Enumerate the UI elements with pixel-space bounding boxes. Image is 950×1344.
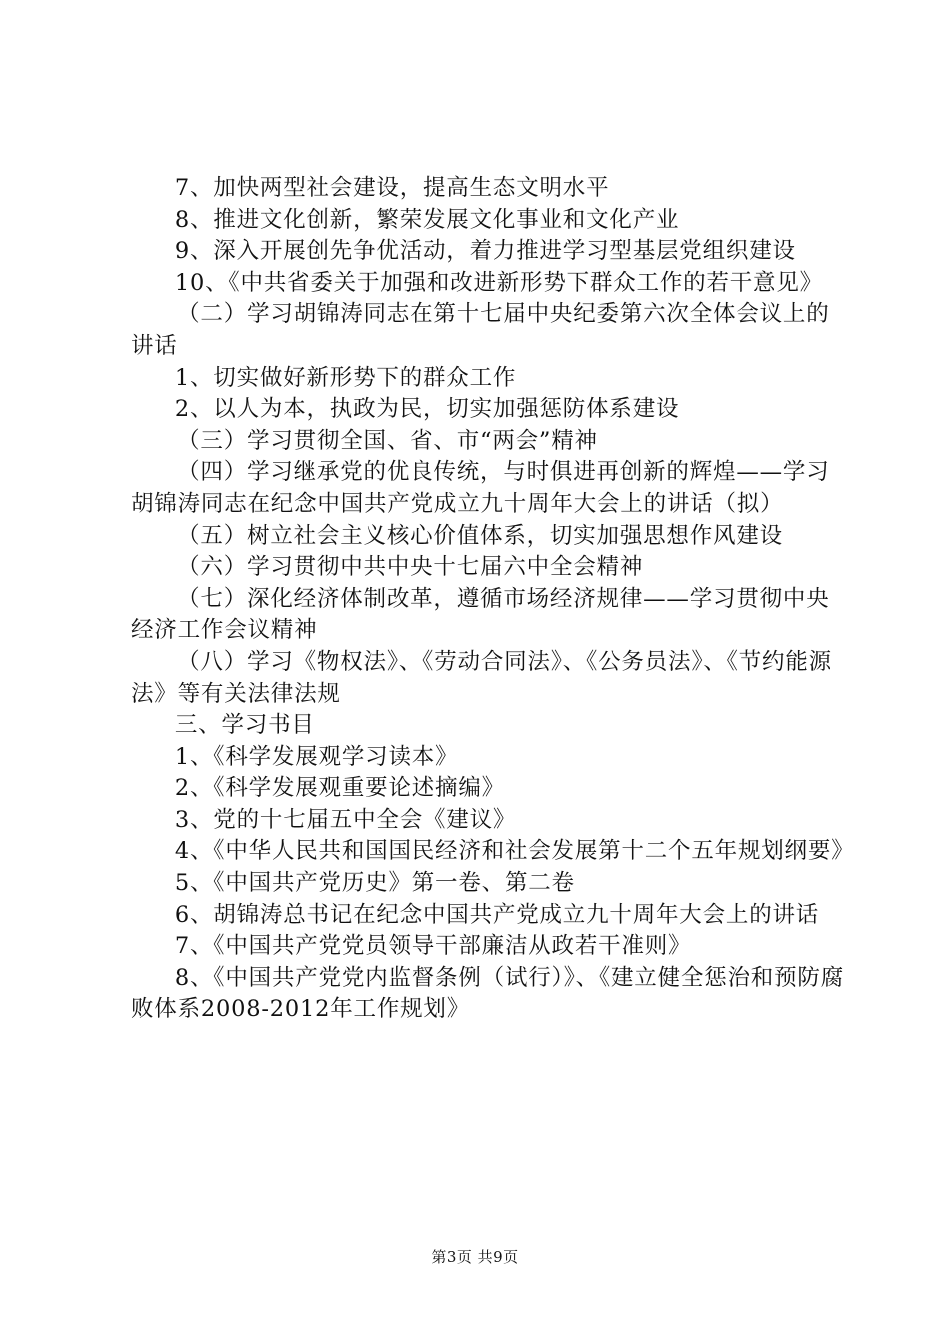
paragraph-18: 4、《中华人民共和国国民经济和社会发展第十二个五年规划纲要》 <box>174 838 855 865</box>
paragraph-2: 8、推进文化创新，繁荣发展文化事业和文化产业 <box>174 206 680 233</box>
paragraph-17: 3、党的十七届五中全会《建议》 <box>174 806 517 833</box>
paragraph-1: 7、加快两型社会建设，提高生态文明水平 <box>174 175 610 201</box>
paragraph-13: （八）学习《物权法》、《劳动合同法》、《公务员法》、《节约能源法》等有关法律法规 <box>131 648 832 707</box>
paragraph-9: （四）学习继承党的优良传统，与时俱进再创新的辉煌——学习胡锦涛同志在纪念中国共产党成立九十周年大会上的讲话（拟） <box>131 459 830 517</box>
paragraph-10: （五）树立社会主义核心价值体系，切实加强思想作风建设 <box>177 522 783 549</box>
paragraph-3: 9、深入开展创先争优活动，着力推进学习型基层党组织建设 <box>174 238 796 265</box>
paragraph-16: 2、《科学发展观重要论述摘编》 <box>174 775 505 802</box>
paragraph-7: 2、以人为本，执政为民，切实加强惩防体系建设 <box>174 396 680 423</box>
paragraph-20: 6、胡锦涛总书记在纪念中国共产党成立九十周年大会上的讲话 <box>174 901 820 928</box>
paragraph-22: 8、《中国共产党党内监督条例（试行）》、《建立健全惩治和预防腐败体系2008-2012年工作规划》 <box>131 964 844 1023</box>
document-body <box>131 173 855 1026</box>
paragraph-19: 5、《中国共产党历史》第一卷、第二卷 <box>174 870 575 897</box>
paragraph-21: 7、《中国共产党党员领导干部廉洁从政若干准则》 <box>174 933 692 960</box>
paragraph-8: （三）学习贯彻全国、省、市“两会”精神 <box>177 427 598 454</box>
page-number-footer: 第3页 共9页 <box>431 1248 519 1266</box>
section-heading: 三、学习书目 <box>174 712 315 739</box>
paragraph-11: （六）学习贯彻中共中央十七届六中全会精神 <box>177 554 644 581</box>
paragraph-5: （二）学习胡锦涛同志在第十七届中央纪委第六次全体会议上的讲话 <box>131 301 830 359</box>
paragraph-4: 10、《中共省委关于加强和改进新形势下群众工作的若干意见》 <box>174 269 823 296</box>
paragraph-12: （七）深化经济体制改革，遵循市场经济规律——学习贯彻中央经济工作会议精神 <box>131 585 830 644</box>
paragraph-15: 1、《科学发展观学习读本》 <box>174 743 459 770</box>
paragraph-6: 1、切实做好新形势下的群众工作 <box>174 364 517 391</box>
